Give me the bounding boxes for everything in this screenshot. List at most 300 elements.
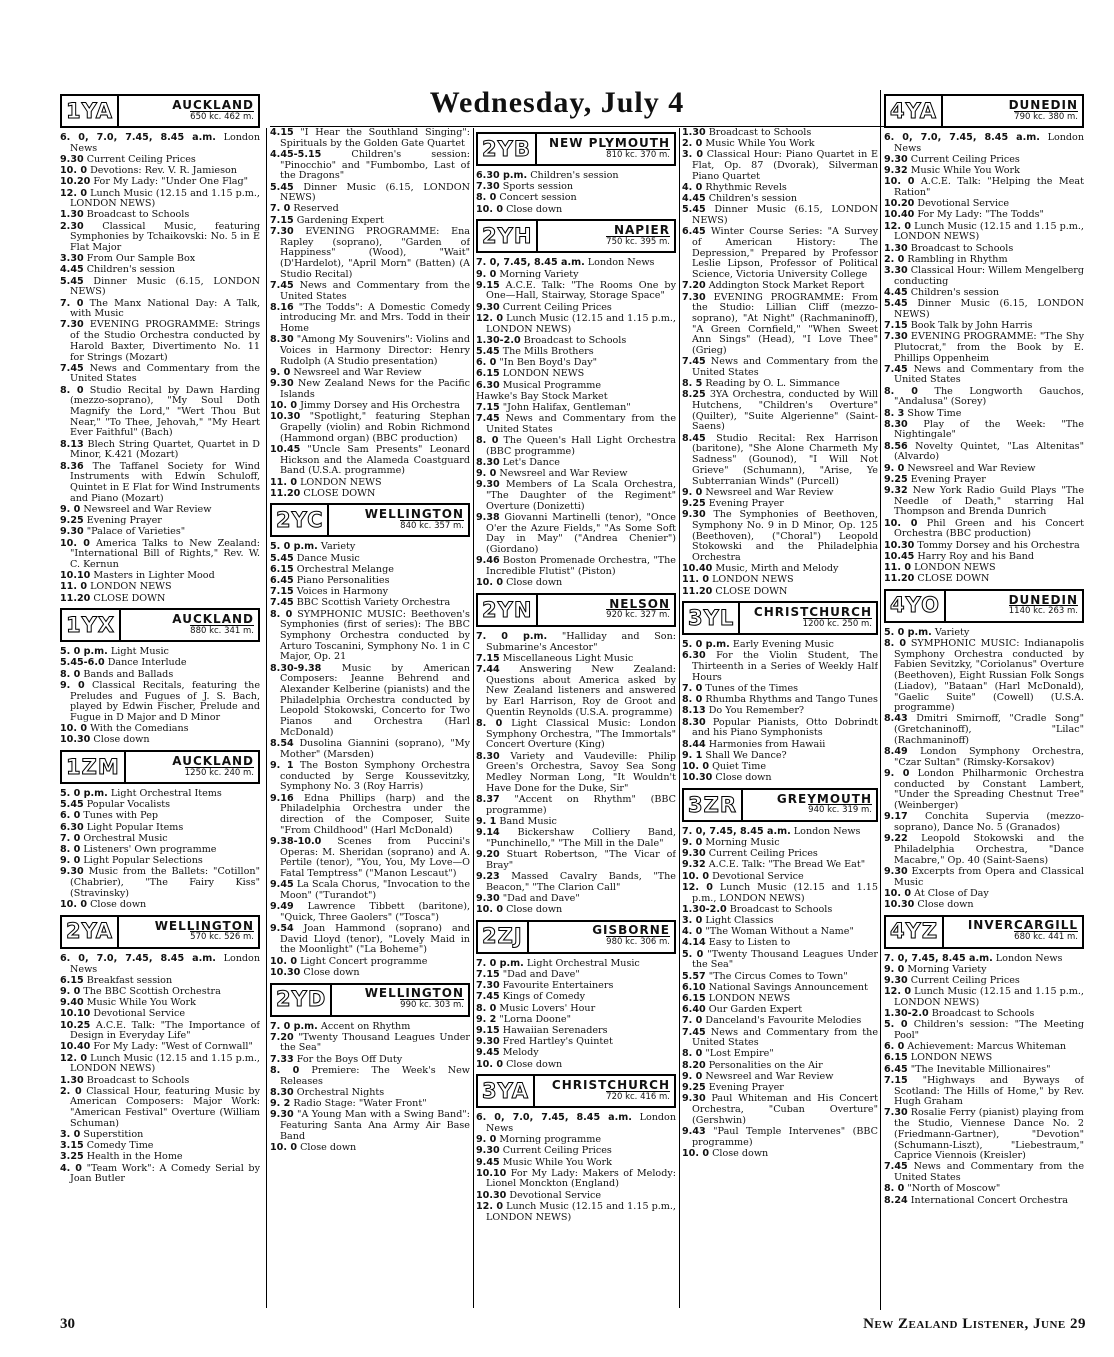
- programme-entry: [884, 442, 1084, 463]
- programme-time: 3. 0: [60, 1129, 81, 1141]
- programme-entry: [884, 420, 1084, 441]
- programme-entry: [270, 554, 470, 565]
- programme-title: London News: [584, 257, 655, 269]
- programme-entry: [884, 409, 1084, 420]
- programme-time: 5. 0: [884, 1019, 908, 1031]
- programme-entry: [476, 436, 676, 457]
- programme-title: Current Ceiling Prices: [705, 848, 818, 860]
- programme-time: 9.25: [682, 1082, 706, 1094]
- programme-entry: [476, 1135, 676, 1146]
- programme-entry: [682, 499, 878, 510]
- programme-time: 5.45: [60, 275, 84, 287]
- programme-title: Music While You Work: [907, 165, 1020, 177]
- programme-time: 7.44: [476, 664, 500, 676]
- programme-title: Children's session: [527, 170, 619, 181]
- programme-entry: [884, 1076, 1084, 1108]
- programme-entry: [884, 299, 1084, 320]
- programme-entry: [60, 133, 260, 154]
- programme-time: 11.20: [270, 487, 301, 499]
- programme-entry: [682, 1127, 878, 1148]
- programme-entry: [60, 1009, 260, 1020]
- programme-entry: [682, 762, 878, 773]
- programme-entry: [682, 1005, 878, 1016]
- programme-time: 9.32: [884, 165, 908, 177]
- station-call-sign: 1YX: [62, 610, 121, 640]
- programme-title: London Symphony Orchestra, "Czar Sultan" (Rimsky-Korsakov): [894, 746, 1084, 768]
- programme-entry: [884, 747, 1084, 768]
- programme-entry: [884, 1162, 1084, 1183]
- programme-title: London News: [70, 952, 260, 975]
- programme-title: Current Ceiling Prices: [83, 153, 196, 165]
- station-info: [126, 752, 258, 782]
- programme-entry: [476, 1048, 676, 1059]
- station-info: [943, 96, 1082, 126]
- programme-time: 9.38-10.0: [270, 835, 322, 847]
- programme-entry: [476, 1146, 676, 1157]
- programme-entry: [884, 387, 1084, 408]
- programme-entry: [476, 817, 676, 828]
- programme-entry: [682, 1061, 878, 1072]
- programme-time: 10.40: [682, 563, 713, 575]
- programme-entry: [682, 740, 878, 751]
- programme-title: Voices in Harmony: [293, 586, 389, 598]
- programme-title: Broadcast to Schools: [83, 209, 190, 221]
- programme-time: 10. 0: [60, 165, 88, 177]
- programme-title: Music Lovers' Hour: [496, 1002, 596, 1014]
- programme-entry: [476, 314, 676, 335]
- programme-entry: [476, 1015, 676, 1026]
- programme-title: Current Ceiling Prices: [907, 975, 1020, 987]
- programme-entry: [884, 255, 1084, 266]
- programme-time: 9.14: [476, 827, 500, 839]
- programme-title: Tunes with Pep: [80, 810, 159, 822]
- programme-entry: [682, 883, 878, 904]
- programme-title: "Accent on Rhythm" (BBC programme): [486, 793, 676, 816]
- programme-entry: [270, 542, 470, 553]
- programme-time: 6.15: [476, 368, 500, 380]
- station-call-sign: 2YB: [478, 134, 537, 164]
- programme-title: Bickershaw Colliery Band, "Punchinello," "The Mill in the Dale": [486, 827, 676, 849]
- programme-title: Studio Recital by Dawn Harding (mezzo-soprano), "My Soul Doth Magnify the Lord," "Wert Thou But Near," "To Thee, Jehovah," "My Heart Ever Faithful" (Bach): [70, 384, 260, 439]
- programme-title: Rambling in Rhythm: [904, 253, 1008, 265]
- programme-time: 5.45-6.0: [60, 657, 105, 669]
- programme-time: 9.45: [476, 1047, 500, 1059]
- programme-time: 11.20: [884, 573, 915, 585]
- programme-time: 7.15: [476, 652, 500, 664]
- station-call-sign: 2YN: [478, 595, 538, 625]
- station-info: [332, 985, 468, 1015]
- programme-title: Broadcast to Schools: [83, 1074, 190, 1086]
- programme-title: Classical Hour, featuring Music by American Composers: Major Work: "American Festival" Overture (William Schuman): [70, 1085, 260, 1129]
- programme-entry: [60, 1130, 260, 1141]
- programme-title: London News: [70, 132, 260, 154]
- programme-time: 7. 0: [60, 832, 81, 844]
- programme-time: 5. 0 p.m.: [884, 626, 932, 638]
- programme-entry: [476, 392, 676, 403]
- programme-entry: [270, 837, 470, 880]
- programme-title: "I Hear the Southland Singing": Spirituals by the Golden Gate Quartet: [280, 128, 470, 149]
- programme-entry: [60, 177, 260, 188]
- programme-title: The Symphonies of Beethoven, Symphony No. 9 in D Minor, Op. 125 (Beethoven), ("Choral") Leopold Stokowski and the Philadelphia Orchestra: [692, 509, 878, 563]
- programme-entry: [476, 1202, 676, 1223]
- programme-entry: [60, 867, 260, 899]
- programme-title: Achievement: Marcus Whiteman: [904, 1041, 1067, 1053]
- programme-title: Classical Recitals, featuring the Preludes and Fugues of J. S. Bach, played by Edwin Fischer, Prelude and Fugue in D Major and D Minor: [70, 679, 260, 723]
- programme-title: "The Circus Comes to Town": [705, 970, 848, 982]
- programme-title: London News: [992, 952, 1063, 964]
- programme-title: Phil Green and his Concert Orchestra (BBC production): [894, 517, 1084, 540]
- programme-entry: [682, 972, 878, 983]
- programme-time: 5.45: [682, 204, 706, 216]
- station-info: [119, 917, 258, 947]
- programme-time: 10.10: [476, 1167, 507, 1179]
- programme-title: Lawrence Tibbett (baritone), "Quick, Three Gaolers" ("Tosca"): [280, 901, 470, 923]
- programme-time: 8. 0: [884, 638, 907, 650]
- programme-time: 7. 0, 7.45, 8.45 a.m.: [884, 952, 993, 964]
- programme-entry: [682, 293, 878, 357]
- programme-time: 8.30: [476, 456, 500, 468]
- station-city: WELLINGTON: [364, 986, 464, 1001]
- programme-time: 7. 0: [270, 203, 291, 215]
- programme-entry: [60, 1076, 260, 1087]
- programme-entry: [270, 281, 470, 302]
- station-header: [60, 608, 260, 642]
- column-1: [60, 90, 260, 1315]
- programme-title: Lunch Music (12.15 and 1.15 p.m., LONDON NEWS): [486, 312, 676, 335]
- programme-title: London News: [894, 132, 1084, 154]
- programme-title: Danceland's Favourite Melodies: [702, 1015, 862, 1027]
- programme-time: 9.15: [476, 1024, 500, 1036]
- station-frequency: 1140 kc. 263 m.: [1008, 606, 1078, 617]
- station-info: [538, 221, 674, 251]
- programme-title: The Taffanel Society for Wind Instruments with Edwin Schuloff, Quintet in E Flat for Wind Instruments and Piano (Mozart): [70, 460, 260, 504]
- programme-time: 10.40: [60, 1041, 91, 1053]
- programme-entry: [270, 1099, 470, 1110]
- programme-entry: [270, 576, 470, 587]
- programme-entry: [60, 277, 260, 298]
- programme-time: 8. 0: [60, 844, 81, 856]
- programme-time: 8. 0: [476, 1002, 497, 1014]
- programme-entry: [270, 478, 470, 489]
- station-call-sign: 1YA: [62, 96, 119, 126]
- programme-title: Play of the Week: "The Nightingale": [894, 418, 1084, 441]
- programme-entry: [270, 303, 470, 335]
- programme-title: "Halliday and Son: Submarine's Ancestor": [486, 630, 676, 653]
- programme-time: 6. 0, 7.0, 7.45, 8.45 a.m.: [60, 132, 216, 143]
- programme-title: Current Ceiling Prices: [499, 1145, 612, 1157]
- programme-entry: [60, 647, 260, 658]
- programme-title: Premiere: The Week's New Releases: [280, 1064, 470, 1087]
- programme-entry: [270, 587, 470, 598]
- programme-time: 8.13: [682, 705, 706, 717]
- programme-title: Variety: [931, 626, 970, 638]
- programme-title: America Talks to New Zealand: "International Bill of Rights," Rev. W. C. Kernun: [70, 537, 260, 570]
- programme-entry: [682, 150, 878, 182]
- programme-time: 9.30: [476, 301, 500, 313]
- station-info: [535, 1076, 674, 1106]
- programme-title: LONDON NEWS: [907, 1052, 993, 1064]
- station-frequency: 650 kc. 462 m.: [190, 111, 254, 122]
- station-city: AUCKLAND: [172, 97, 254, 112]
- programme-title: Newsreel and War Review: [904, 462, 1036, 474]
- programme-time: 8.37: [476, 793, 500, 805]
- programme-time: 9.30: [476, 892, 500, 904]
- programme-entry: [884, 987, 1084, 1008]
- station-frequency: 750 kc. 395 m.: [606, 236, 670, 247]
- programme-time: 6. 0, 7.0, 7.45, 8.45 a.m.: [884, 132, 1040, 143]
- column-rule: [679, 128, 680, 1308]
- column-rule: [880, 90, 881, 1310]
- programme-time: 5. 0 p.m.: [60, 646, 108, 658]
- programme-entry: [884, 222, 1084, 243]
- programme-time: 7. 0, 7.45, 8.45 a.m.: [682, 825, 791, 837]
- programme-title: With the Comedians: [87, 723, 189, 735]
- programme-entry: [476, 578, 676, 589]
- station-call-sign: 2YA: [62, 917, 119, 947]
- programme-entry: [682, 640, 878, 651]
- programme-entry: [270, 183, 470, 204]
- programme-time: 7.30: [476, 980, 500, 992]
- programme-time: 6.15: [270, 563, 294, 575]
- programme-entry: [476, 632, 676, 653]
- programme-entry: [270, 379, 470, 400]
- programme-time: 7.45: [270, 279, 294, 291]
- programme-time: 7.20: [682, 280, 706, 292]
- station-city: NEW PLYMOUTH: [548, 135, 670, 150]
- programme-time: 9. 0: [476, 268, 497, 280]
- programme-entry: [884, 867, 1084, 888]
- programme-entry: [476, 894, 676, 905]
- programme-title: Broadcast to Schools: [907, 242, 1014, 254]
- programme-entry: [682, 1028, 878, 1049]
- programme-title: Close down: [297, 1141, 357, 1153]
- programme-title: Close down: [87, 899, 147, 911]
- programme-entry: [884, 965, 1084, 976]
- programme-time: 6.15: [682, 992, 706, 1004]
- programme-title: Accent on Rhythm: [317, 1020, 411, 1032]
- programme-time: 4. 0: [682, 182, 703, 194]
- programme-time: 9. 2: [270, 1097, 291, 1109]
- programme-title: Lunch Music (12.15 and 1.15 p.m., LONDON NEWS): [894, 220, 1084, 243]
- programme-entry: [682, 575, 878, 586]
- programme-title: Light Classics: [702, 915, 774, 926]
- programme-title: Broadcast to Schools: [705, 128, 812, 138]
- programme-time: 6.40: [682, 1004, 706, 1016]
- programme-time: 9.40: [60, 997, 84, 1009]
- programme-title: Excerpts from Opera and Classical Music: [894, 865, 1084, 888]
- station-city: AUCKLAND: [172, 612, 254, 627]
- programme-time: 8. 0: [270, 608, 293, 620]
- column-2: [270, 128, 470, 1353]
- programme-entry: [884, 210, 1084, 221]
- programme-title: Concert session: [496, 192, 577, 204]
- programme-entry: [682, 379, 878, 390]
- programme-entry: [60, 1087, 260, 1130]
- programme-title: EVENING PROGRAMME: Strings of the Studio Orchestra conducted by Harold Baxter, Divertimento No. 11 for Strings (Mozart): [70, 319, 260, 363]
- station-frequency: 790 kc. 380 m.: [1014, 111, 1078, 122]
- programme-time: 6. 0: [60, 810, 81, 822]
- programme-time: 9.17: [884, 811, 908, 823]
- programme-time: 12. 0: [884, 986, 912, 998]
- programme-title: National Savings Announcement: [705, 981, 868, 993]
- programme-entry: [60, 811, 260, 822]
- programme-time: 8. 0: [60, 668, 81, 680]
- programme-title: New Zealand News for the Pacific Islands: [280, 378, 470, 400]
- programme-entry: [884, 574, 1084, 585]
- programme-time: 9. 2: [476, 1013, 497, 1025]
- programme-entry: [884, 155, 1084, 166]
- station-header: [60, 94, 260, 128]
- programme-title: Tunes of the Times: [702, 683, 799, 695]
- programme-time: 4.14: [682, 937, 706, 949]
- programme-title: Dinner Music (6.15, LONDON NEWS): [280, 181, 470, 204]
- programme-time: 9.16: [270, 792, 294, 804]
- programme-time: 10. 0: [682, 870, 710, 882]
- programme-time: 9.46: [476, 555, 500, 567]
- programme-entry: [476, 281, 676, 302]
- programme-entry: [476, 959, 676, 970]
- programme-time: 8.30-9.38: [270, 662, 322, 674]
- programme-title: Paul Whiteman and His Concert Orchestra, "Cuban Overture" (Gershwin): [692, 1093, 878, 1126]
- programme-time: 4.45: [884, 286, 908, 298]
- programme-title: The Mills Brothers: [499, 345, 594, 357]
- programme-time: 9. 0: [60, 679, 85, 691]
- programme-title: Broadcast to Schools: [928, 1008, 1035, 1020]
- programme-time: 3.15: [60, 1140, 84, 1152]
- programme-time: 12. 0: [476, 312, 504, 324]
- station-city: NAPIER: [613, 223, 670, 238]
- programme-time: 7.30: [60, 319, 84, 331]
- programme-entry: [682, 860, 878, 871]
- programme-entry: [476, 182, 676, 193]
- programme-title: The Queen's Hall Light Orchestra (BBC programme): [486, 435, 676, 457]
- programme-title: Shall We Dance?: [702, 749, 787, 761]
- programme-time: 7.15: [476, 968, 500, 980]
- programme-entry: [60, 834, 260, 845]
- programme-entry: [884, 332, 1084, 364]
- programme-entry: [270, 227, 470, 281]
- programme-title: Winter Course Series: "A Survey of American History: The Depression," Prepared by Professor Leslie Lipson, Professor of Political Science, Victoria University College: [692, 226, 878, 281]
- programme-entry: [476, 970, 676, 981]
- programme-entry: [60, 364, 260, 385]
- programme-title: Health in the Home: [83, 1151, 183, 1163]
- programme-entry: [682, 227, 878, 281]
- programme-title: "The Woman Without a Name": [702, 926, 854, 938]
- programme-title: Light Music: [107, 646, 169, 658]
- programme-title: Members of La Scala Orchestra, "The Daughter of the Regiment" Overture (Donizetti): [486, 479, 676, 512]
- programme-title: Orchestral Melange: [293, 563, 394, 575]
- programme-time: 7. 0: [682, 1015, 703, 1027]
- programme-title: London News: [790, 825, 861, 837]
- programme-time: 3. 0: [682, 915, 703, 926]
- programme-entry: [682, 916, 878, 927]
- station-header: [476, 132, 676, 166]
- programme-time: 7.15: [270, 214, 294, 226]
- programme-entry: [270, 445, 470, 477]
- station-city: INVERCARGILL: [967, 918, 1078, 933]
- programme-time: 7.30: [682, 291, 706, 303]
- station-city: NELSON: [609, 596, 670, 611]
- programme-title: From Our Sample Box: [83, 253, 196, 265]
- programme-time: 11. 0: [682, 574, 710, 586]
- programme-time: 7.33: [270, 1053, 294, 1065]
- programme-time: 9.20: [476, 848, 500, 860]
- programme-time: 10.40: [884, 209, 915, 221]
- programme-title: Superstition: [80, 1129, 144, 1141]
- programme-entry: [270, 150, 470, 182]
- programme-time: 10. 0: [476, 203, 504, 215]
- programme-title: For the Violin Student, The Thirteenth in a Series of Weekly Half Hours: [692, 650, 878, 683]
- programme-entry: [884, 244, 1084, 255]
- programme-time: 10. 0: [270, 400, 298, 412]
- programme-title: LONDON NEWS: [911, 561, 996, 573]
- programme-title: Sports session: [499, 181, 574, 193]
- programme-time: 7. 0 p.m.: [476, 957, 524, 969]
- station-frequency: 570 kc. 526 m.: [190, 932, 254, 943]
- programme-time: 8. 0: [884, 385, 918, 397]
- programme-title: Miscellaneous Light Music: [499, 652, 634, 664]
- programme-entry: [884, 166, 1084, 177]
- programme-time: 9.30: [682, 509, 706, 521]
- station-call-sign: 4YO: [886, 591, 946, 621]
- programme-title: "Lost Empire": [702, 1048, 774, 1060]
- programme-time: 10. 0: [884, 517, 918, 529]
- programme-title: Rhythmic Revels: [702, 182, 787, 194]
- programme-title: Hawaiian Serenaders: [499, 1024, 608, 1036]
- programme-title: Harmonies from Hawaii: [705, 738, 826, 750]
- programme-title: News and Commentary from the United States: [894, 363, 1084, 386]
- programme-entry: [884, 288, 1084, 299]
- station-frequency: 940 kc. 319 m.: [808, 805, 872, 816]
- programme-title: Newsreel and War Review: [290, 366, 422, 378]
- programme-title: Music from the Ballets: "Cotillon" (Chabrier), "The Fairy Kiss" (Stravinsky): [70, 866, 260, 899]
- programme-entry: [682, 872, 878, 883]
- programme-title: LONDON NEWS: [709, 574, 794, 586]
- programme-time: 8.36: [60, 460, 84, 472]
- programme-time: 9. 0: [270, 366, 291, 378]
- station-info: [740, 603, 876, 633]
- programme-entry: [476, 981, 676, 992]
- programme-time: 7.30: [884, 1107, 908, 1119]
- programme-title: Dmitri Smirnoff, "Cradle Song" (Gretchaninoff), "Lilac" (Rachmaninoff): [894, 713, 1084, 746]
- programme-entry: [476, 369, 676, 380]
- programme-time: 9. 0: [60, 855, 81, 867]
- programme-title: News and Commentary from the United States: [280, 279, 470, 302]
- programme-entry: [476, 205, 676, 216]
- programme-title: Close down: [503, 903, 563, 915]
- programme-title: Edna Phillips (harp) and the Philadelphia Orchestra under the direction of the Composer, Suite "From Childhood" (Harl McDonald): [280, 792, 470, 836]
- programme-entry: [884, 889, 1084, 900]
- programme-title: Studio Recital: Rex Harrison (baritone), "She Alone Charmeth My Sadness" (Gounod), "I Will Not Grieve" (Schumann), "Arise, Ye Subterranian Winds" (Purcell): [692, 432, 878, 487]
- programme-time: 9. 0: [60, 985, 81, 997]
- programme-time: 4.45: [60, 264, 84, 276]
- station-info: [119, 96, 258, 126]
- programme-entry: [60, 1141, 260, 1152]
- programme-time: 10.45: [270, 443, 301, 455]
- programme-title: Newsreel and War Review: [702, 486, 834, 498]
- programme-entry: [682, 139, 878, 150]
- station-call-sign: 2ZJ: [478, 922, 529, 952]
- programme-entry: [270, 761, 470, 793]
- programme-entry: [682, 390, 878, 433]
- programme-title: Bands and Ballads: [80, 668, 174, 680]
- programme-entry: [476, 850, 676, 871]
- programme-entry: [60, 539, 260, 571]
- programme-title: Close down: [914, 898, 974, 910]
- programme-title: Our Garden Expert: [705, 1004, 803, 1016]
- programme-title: Harry Roy and his Band: [914, 550, 1035, 562]
- programme-time: 8.16: [270, 301, 294, 313]
